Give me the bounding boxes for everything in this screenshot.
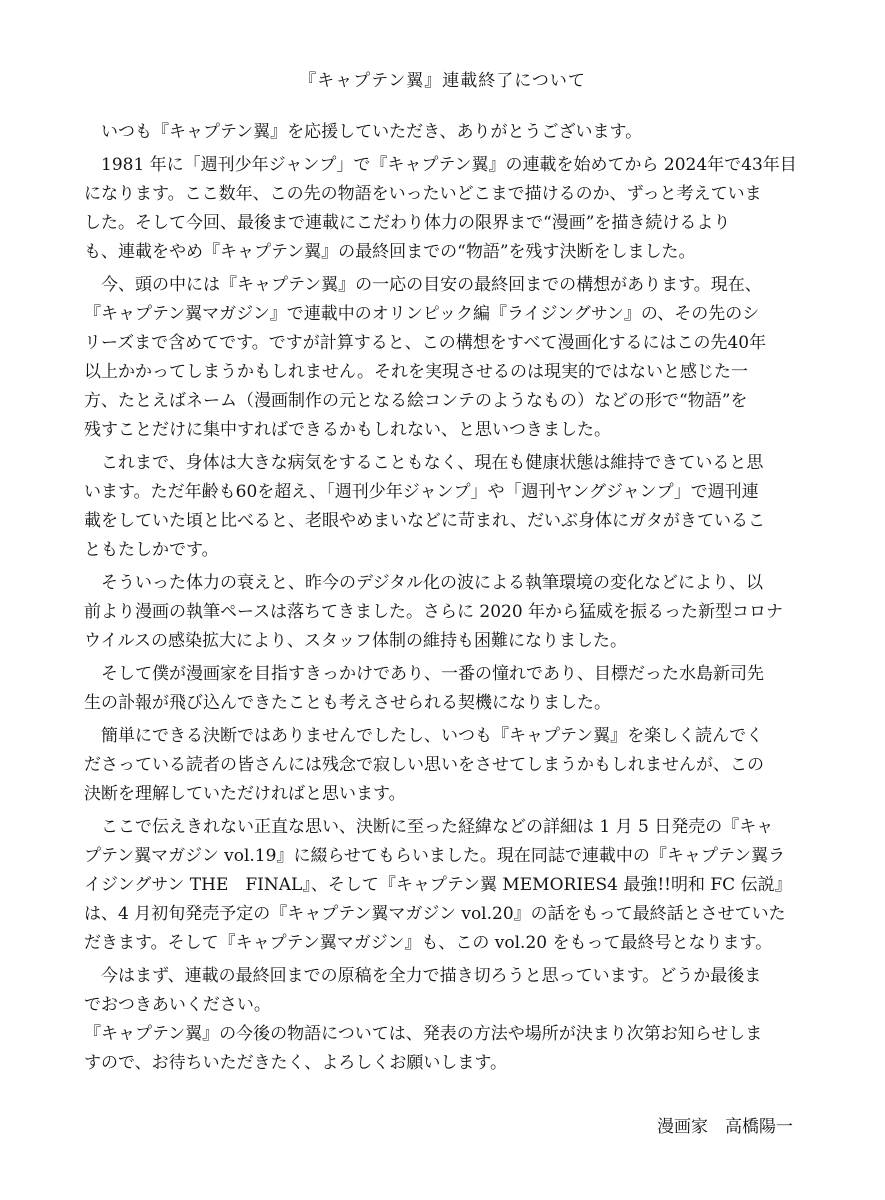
body-line: 簡単にできる決断ではありませんでしたし、いつも『キャプテン翼』を楽しく読んでく bbox=[101, 726, 764, 746]
author-signature: 漫画家 高橋陽一 bbox=[657, 1117, 793, 1137]
document-body bbox=[84, 118, 804, 1078]
body-line: でおつきあいください。 bbox=[84, 995, 271, 1015]
body-line: そして僕が漫画家を目指すきっかけであり、一番の憧れであり、目標だった水島新司先 bbox=[101, 664, 764, 684]
body-line: 今はまず、連載の最終回までの原稿を全力で描き切ろうと思っています。どうか最後ま bbox=[101, 966, 762, 986]
body-line: ださっている読者の皆さんには残念で寂しい思いをさせてしまうかもしれませんが、この bbox=[84, 755, 764, 775]
body-line: ここで伝えきれない正直な思い、決断に至った経緯などの詳細は 1 月 5 日発売の『キャ bbox=[101, 817, 774, 837]
body-line: そういった体力の衰えと、昨今のデジタル化の波による執筆環境の変化などにより、以 bbox=[101, 573, 763, 593]
body-line: だきます。そして『キャプテン翼マガジン』も、この vol.20 をもって最終号となります。 bbox=[84, 933, 773, 953]
body-line: いつも『キャプテン翼』を応援していただき、ありがとうございます。 bbox=[101, 122, 643, 142]
body-line: リーズまで含めてです。ですが計算すると、この構想をすべて漫画化するにはこの先40年 bbox=[84, 333, 767, 353]
body-line: 方、たとえばネーム（漫画制作の元となる絵コンテのようなもの）などの形で“物語”を bbox=[84, 391, 748, 411]
body-line: 今、頭の中には『キャプテン翼』の一応の目安の最終回までの構想があります。現在、 bbox=[101, 275, 762, 295]
body-line: 載をしていた頃と比べると、老眼やめまいなどに苛まれ、だいぶ身体にガタがきているこ bbox=[84, 511, 766, 531]
body-line: 決断を理解していただければと思います。 bbox=[84, 784, 406, 804]
body-line: 前より漫画の執筆ペースは落ちてきました。さらに 2020 年から猛威を振るった新型コロナ bbox=[84, 602, 784, 622]
body-line: も、連載をやめ『キャプテン翼』の最終回までの“物語”を残す決断をしました。 bbox=[84, 242, 696, 262]
body-line: 以上かかってしまうかもしれません。それを実現させるのは現実的ではないと感じた一 bbox=[84, 362, 749, 382]
body-line: は、4 月初旬発売予定の『キャプテン翼マガジン vol.20』の話をもって最終話とさせていた bbox=[84, 904, 786, 924]
body-line: 『キャプテン翼マガジン』で連載中のオリンピック編『ライジングサン』の、その先のシ bbox=[84, 304, 760, 324]
body-line: プテン翼マガジン vol.19』に綴らせてもらいました。現在同誌で連載中の『キャプテン翼ラ bbox=[84, 846, 786, 866]
body-line: すので、お待ちいただきたく、よろしくお願いします。 bbox=[84, 1053, 507, 1073]
body-line: 生の訃報が飛び込んできたことも考えさせられる契機になりました。 bbox=[84, 693, 611, 713]
body-line: になります。ここ数年、この先の物語をいったいどこまで描けるのか、ずっと考えていま bbox=[84, 184, 762, 204]
body-line: これまで、身体は大きな病気をすることもなく、現在も健康状態は維持できていると思 bbox=[101, 453, 764, 473]
body-line: イジングサン THE FINAL』、そして『キャプテン翼 MEMORIES4 最強!!明和 FC 伝説』 bbox=[84, 875, 792, 895]
body-line: した。そして今回、最後まで連載にこだわり体力の限界まで“漫画”を描き続けるより bbox=[84, 213, 731, 233]
body-line: 残すことだけに集中すればできるかもしれない、と思いつきました。 bbox=[84, 420, 611, 440]
body-line: 『キャプテン翼』の今後の物語については、発表の方法や場所が決まり次第お知らせしま bbox=[84, 1024, 763, 1044]
body-line: います。ただ年齢も60を超え、「週刊少年ジャンプ」や「週刊ヤングジャンプ」で週刊連 bbox=[84, 482, 759, 502]
body-line: ウイルスの感染拡大により、スタッフ体制の維持も困難になりました。 bbox=[84, 631, 627, 651]
document-title: 『キャプテン翼』連載終了について bbox=[299, 71, 586, 91]
body-line: ともたしかです。 bbox=[84, 540, 219, 560]
body-line: 1981 年に「週刊少年ジャンプ」で『キャプテン翼』の連載を始めてから 2024年で43年目 bbox=[101, 155, 797, 175]
